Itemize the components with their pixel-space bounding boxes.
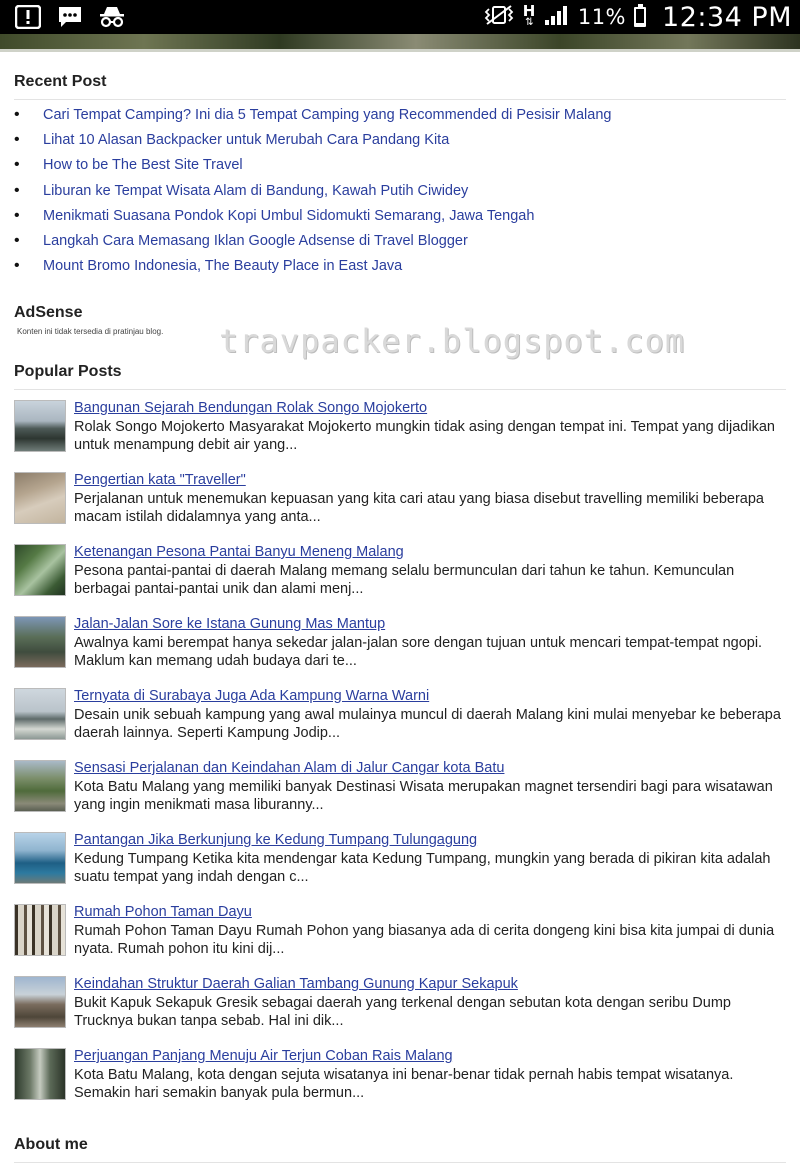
vibrate-icon <box>483 4 515 31</box>
post-thumbnail[interactable] <box>14 976 66 1028</box>
post-thumbnail[interactable] <box>14 904 66 956</box>
adsense-title: AdSense <box>14 304 83 321</box>
header-image <box>0 34 800 52</box>
post-snippet: Kota Batu Malang, kota dengan sejuta wisatanya ini benar-benar tidak pernah habis tempat wisatanya. Semakin hari semakin banyak pula bermun... <box>74 1067 734 1101</box>
list-item <box>14 231 786 256</box>
popular-post <box>14 976 786 1048</box>
recent-post-link[interactable]: How to be The Best Site Travel <box>43 157 243 174</box>
watermark: travpacker.blogspot.com <box>219 322 686 360</box>
popular-post <box>14 1048 786 1120</box>
post-snippet: Desain unik sebuah kampung yang awal mulainya muncul di daerah Malang kini mulai menyebar ke beberapa daerah lainnya. Seperti Kampung Jodip... <box>74 707 781 741</box>
status-bar <box>0 0 800 34</box>
network-h-icon: H ⇅ <box>522 2 536 28</box>
post-snippet: Perjalanan untuk menemukan kepuasan yang kita cari atau yang biasa disebut travelling memiliki beberapa macam istilah didalamnya yang anta... <box>74 491 764 525</box>
post-title-link[interactable]: Pengertian kata "Traveller" <box>74 472 246 488</box>
clock: 12:34 PM <box>662 1 792 33</box>
popular-posts-title: Popular Posts <box>14 363 786 390</box>
popular-post <box>14 472 786 544</box>
post-thumbnail[interactable] <box>14 688 66 740</box>
alert-icon <box>14 4 42 30</box>
recent-post-link[interactable]: Liburan ke Tempat Wisata Alam di Bandung, Kawah Putih Ciwidey <box>43 182 469 199</box>
list-item <box>14 256 786 281</box>
recent-post-link[interactable]: Menikmati Suasana Pondok Kopi Umbul Sidomukti Semarang, Jawa Tengah <box>43 207 535 224</box>
list-item <box>14 105 786 130</box>
post-thumbnail[interactable] <box>14 832 66 884</box>
post-title-link[interactable]: Jalan-Jalan Sore ke Istana Gunung Mas Mantup <box>74 616 386 632</box>
list-item <box>14 181 786 206</box>
recent-post-link[interactable]: Lihat 10 Alasan Backpacker untuk Merubah Cara Pandang Kita <box>43 132 450 149</box>
post-thumbnail[interactable] <box>14 616 66 668</box>
post-snippet: Rumah Pohon Taman Dayu Rumah Pohon yang biasanya ada di cerita dongeng kini bisa kita jumpai di dunia nyata. Rumah pohon itu kini dij... <box>74 923 775 957</box>
chat-bubble-icon <box>56 4 84 30</box>
popular-post <box>14 760 786 832</box>
battery-percent: 11% <box>577 5 627 29</box>
post-thumbnail[interactable] <box>14 400 66 452</box>
post-snippet: Awalnya kami berempat hanya sekedar jalan-jalan sore dengan tujuan untuk mencari tempat-tempat ngopi. Maklum kan memang udah budaya dari te... <box>74 635 763 669</box>
post-thumbnail[interactable] <box>14 1048 66 1100</box>
popular-post <box>14 400 786 472</box>
recent-post-link[interactable]: Langkah Cara Memasang Iklan Google Adsense di Travel Blogger <box>43 232 468 249</box>
post-snippet: Pesona pantai-pantai di daerah Malang memang selalu bermunculan dari tahun ke tahun. Kemunculan berbagai pantai-pantai unik dan alami menj... <box>74 563 735 597</box>
list-item <box>14 206 786 231</box>
battery-icon <box>634 7 646 27</box>
post-title-link[interactable]: Ketenangan Pesona Pantai Banyu Meneng Malang <box>74 544 404 560</box>
post-title-link[interactable]: Perjuangan Panjang Menuju Air Terjun Coban Rais Malang <box>74 1048 453 1064</box>
incognito-icon <box>98 4 126 30</box>
post-title-link[interactable]: Ternyata di Surabaya Juga Ada Kampung Warna Warni <box>74 688 430 704</box>
post-title-link[interactable]: Bangunan Sejarah Bendungan Rolak Songo Mojokerto <box>74 400 428 416</box>
recent-post-list <box>14 105 786 281</box>
recent-post-link[interactable]: Mount Bromo Indonesia, The Beauty Place in East Java <box>43 258 403 275</box>
post-thumbnail[interactable] <box>14 472 66 524</box>
popular-posts-list <box>14 400 786 1120</box>
popular-post <box>14 544 786 616</box>
post-snippet: Bukit Kapuk Sekapuk Gresik sebagai daerah yang terkenal dengan sebutan kota dengan seribu Dump Trucknya bukan tanpa sebab. Hal ini dik... <box>74 995 731 1029</box>
post-title-link[interactable]: Pantangan Jika Berkunjung ke Kedung Tumpang Tulungagung <box>74 832 478 848</box>
battery-fill <box>636 23 644 25</box>
popular-post <box>14 616 786 688</box>
post-snippet: Rolak Songo Mojokerto Masyarakat Mojokerto mungkin tidak asing dengan tempat ini. Tempat yang dijadikan untuk menampung debit air yang... <box>74 419 775 453</box>
post-thumbnail[interactable] <box>14 544 66 596</box>
list-item <box>14 130 786 155</box>
popular-post <box>14 688 786 760</box>
popular-post <box>14 832 786 904</box>
post-title-link[interactable]: Rumah Pohon Taman Dayu <box>74 904 252 920</box>
post-thumbnail[interactable] <box>14 760 66 812</box>
recent-post-link[interactable]: Cari Tempat Camping? Ini dia 5 Tempat Camping yang Recommended di Pesisir Malang <box>43 107 612 123</box>
popular-post <box>14 904 786 976</box>
post-title-link[interactable]: Keindahan Struktur Daerah Galian Tambang Gunung Kapur Sekapuk <box>74 976 518 992</box>
post-title-link[interactable]: Sensasi Perjalanan dan Keindahan Alam di Jalur Cangar kota Batu <box>74 760 505 776</box>
post-snippet: Kota Batu Malang yang memiliki banyak Destinasi Wisata merupakan magnet tersendiri bagi para wisatawan yang ingin menikmati masa liburanny... <box>74 779 773 813</box>
recent-post-title: Recent Post <box>14 73 786 100</box>
post-snippet: Kedung Tumpang Ketika kita mendengar kata Kedung Tumpang, mungkin yang berada di pikiran kita adalah suatu tempat yang indah dengan c... <box>74 851 771 885</box>
list-item <box>14 155 786 180</box>
adsense-note: Konten ini tidak tersedia di pratinjau blog. <box>17 327 164 336</box>
about-me-title: About me <box>14 1136 786 1163</box>
signal-icon <box>544 4 570 31</box>
